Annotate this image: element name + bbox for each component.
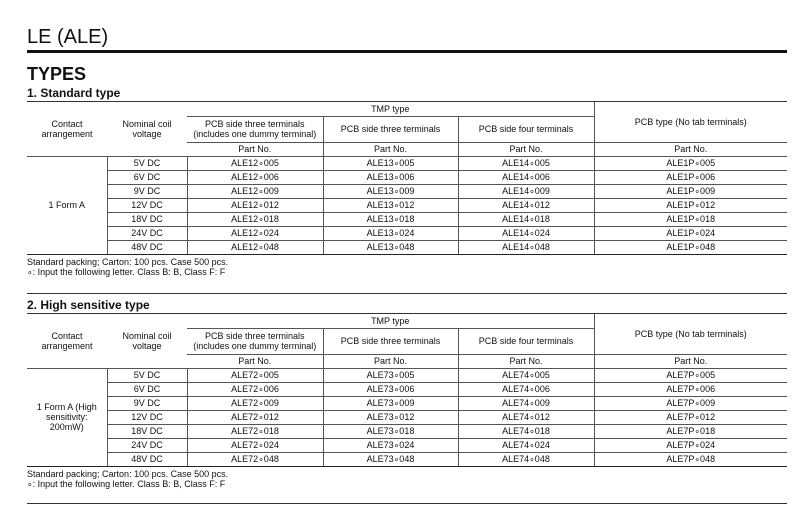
packing-note: Standard packing; Carton: 100 pcs. Case 500 pcs. bbox=[27, 469, 229, 479]
table-row bbox=[27, 156, 787, 170]
part-cell: ALE74∘009 bbox=[458, 396, 594, 410]
part-cell: ALE1P∘012 bbox=[594, 198, 787, 212]
part-cell: ALE14∘009 bbox=[458, 184, 594, 198]
part-cell: ALE72∘024 bbox=[187, 438, 323, 452]
contact-cell: 1 Form A bbox=[27, 156, 107, 254]
part-cell: ALE14∘048 bbox=[458, 240, 594, 254]
title-rule bbox=[27, 50, 787, 53]
part-cell: ALE12∘012 bbox=[187, 198, 323, 212]
section-divider bbox=[27, 293, 787, 294]
col-contact-arrangement: Contact arrangement bbox=[27, 102, 107, 156]
col-three-dummy: PCB side three terminals (includes one dummy terminal) bbox=[187, 116, 323, 142]
col-four-terminals: PCB side four terminals bbox=[458, 116, 594, 142]
partno-header: Part No. bbox=[594, 354, 787, 368]
part-cell: ALE12∘024 bbox=[187, 226, 323, 240]
part-cell: ALE7P∘009 bbox=[594, 396, 787, 410]
col-nominal-coil-voltage: Nominal coil voltage bbox=[107, 102, 187, 156]
voltage-cell: 18V DC bbox=[107, 424, 187, 438]
col-tmp-type: TMP type bbox=[187, 102, 594, 116]
part-cell: ALE14∘012 bbox=[458, 198, 594, 212]
section-title: 2. High sensitive type bbox=[27, 298, 150, 312]
partno-header: Part No. bbox=[458, 142, 594, 156]
voltage-cell: 6V DC bbox=[107, 382, 187, 396]
part-cell: ALE1P∘009 bbox=[594, 184, 787, 198]
part-cell: ALE7P∘005 bbox=[594, 368, 787, 382]
types-table bbox=[27, 314, 787, 467]
part-cell: ALE1P∘048 bbox=[594, 240, 787, 254]
part-cell: ALE73∘006 bbox=[323, 382, 458, 396]
part-cell: ALE74∘024 bbox=[458, 438, 594, 452]
col-three-terminals: PCB side three terminals bbox=[323, 116, 458, 142]
section-divider bbox=[27, 503, 787, 504]
types-heading: TYPES bbox=[27, 64, 87, 84]
col-tmp-type: TMP type bbox=[187, 314, 594, 328]
table-row bbox=[27, 198, 787, 212]
voltage-cell: 48V DC bbox=[107, 452, 187, 466]
part-cell: ALE13∘006 bbox=[323, 170, 458, 184]
voltage-cell: 12V DC bbox=[107, 198, 187, 212]
part-cell: ALE73∘012 bbox=[323, 410, 458, 424]
part-cell: ALE74∘012 bbox=[458, 410, 594, 424]
voltage-cell: 24V DC bbox=[107, 438, 187, 452]
part-cell: ALE7P∘012 bbox=[594, 410, 787, 424]
part-cell: ALE12∘005 bbox=[187, 156, 323, 170]
part-cell: ALE14∘018 bbox=[458, 212, 594, 226]
table-row bbox=[27, 212, 787, 226]
voltage-cell: 12V DC bbox=[107, 410, 187, 424]
voltage-cell: 9V DC bbox=[107, 396, 187, 410]
partno-header: Part No. bbox=[187, 142, 323, 156]
col-nominal-coil-voltage: Nominal coil voltage bbox=[107, 314, 187, 368]
table-row bbox=[27, 382, 787, 396]
part-cell: ALE13∘048 bbox=[323, 240, 458, 254]
part-cell: ALE13∘012 bbox=[323, 198, 458, 212]
part-cell: ALE14∘006 bbox=[458, 170, 594, 184]
part-cell: ALE12∘009 bbox=[187, 184, 323, 198]
contact-cell: 1 Form A (High sensitivity: 200mW) bbox=[27, 368, 107, 466]
part-cell: ALE72∘048 bbox=[187, 452, 323, 466]
col-pcb-type: PCB type (No tab terminals) bbox=[594, 102, 787, 142]
part-cell: ALE1P∘018 bbox=[594, 212, 787, 226]
partno-header: Part No. bbox=[323, 142, 458, 156]
part-cell: ALE72∘006 bbox=[187, 382, 323, 396]
part-cell: ALE1P∘005 bbox=[594, 156, 787, 170]
col-four-terminals: PCB side four terminals bbox=[458, 328, 594, 354]
table-row bbox=[27, 396, 787, 410]
partno-header: Part No. bbox=[458, 354, 594, 368]
partno-header: Part No. bbox=[594, 142, 787, 156]
table-row bbox=[27, 368, 787, 382]
voltage-cell: 6V DC bbox=[107, 170, 187, 184]
partno-header: Part No. bbox=[323, 354, 458, 368]
packing-note: Standard packing; Carton: 100 pcs. Case 500 pcs. bbox=[27, 257, 229, 267]
table-row bbox=[27, 170, 787, 184]
part-cell: ALE72∘005 bbox=[187, 368, 323, 382]
part-cell: ALE74∘048 bbox=[458, 452, 594, 466]
document-title: LE (ALE) bbox=[27, 26, 109, 48]
voltage-cell: 24V DC bbox=[107, 226, 187, 240]
table-row bbox=[27, 424, 787, 438]
part-cell: ALE7P∘024 bbox=[594, 438, 787, 452]
part-cell: ALE72∘012 bbox=[187, 410, 323, 424]
part-cell: ALE73∘018 bbox=[323, 424, 458, 438]
part-cell: ALE13∘005 bbox=[323, 156, 458, 170]
part-cell: ALE13∘009 bbox=[323, 184, 458, 198]
part-cell: ALE12∘018 bbox=[187, 212, 323, 226]
part-cell: ALE73∘005 bbox=[323, 368, 458, 382]
part-cell: ALE72∘009 bbox=[187, 396, 323, 410]
voltage-cell: 5V DC bbox=[107, 156, 187, 170]
part-cell: ALE13∘018 bbox=[323, 212, 458, 226]
part-cell: ALE74∘005 bbox=[458, 368, 594, 382]
part-cell: ALE13∘024 bbox=[323, 226, 458, 240]
table-row bbox=[27, 410, 787, 424]
voltage-cell: 18V DC bbox=[107, 212, 187, 226]
part-cell: ALE7P∘048 bbox=[594, 452, 787, 466]
col-contact-arrangement: Contact arrangement bbox=[27, 314, 107, 368]
part-cell: ALE7P∘018 bbox=[594, 424, 787, 438]
part-cell: ALE74∘006 bbox=[458, 382, 594, 396]
col-pcb-type: PCB type (No tab terminals) bbox=[594, 314, 787, 354]
types-table bbox=[27, 102, 787, 255]
part-cell: ALE72∘018 bbox=[187, 424, 323, 438]
voltage-cell: 9V DC bbox=[107, 184, 187, 198]
part-cell: ALE12∘048 bbox=[187, 240, 323, 254]
part-cell: ALE7P∘006 bbox=[594, 382, 787, 396]
partno-header: Part No. bbox=[187, 354, 323, 368]
table-row bbox=[27, 452, 787, 466]
part-cell: ALE73∘048 bbox=[323, 452, 458, 466]
table-row bbox=[27, 438, 787, 452]
input-letter-note: ∘: Input the following letter. Class B: B, Class F: F bbox=[27, 479, 226, 489]
voltage-cell: 48V DC bbox=[107, 240, 187, 254]
part-cell: ALE1P∘006 bbox=[594, 170, 787, 184]
part-cell: ALE73∘024 bbox=[323, 438, 458, 452]
input-letter-note: ∘: Input the following letter. Class B: B, Class F: F bbox=[27, 267, 226, 277]
col-three-terminals: PCB side three terminals bbox=[323, 328, 458, 354]
col-three-dummy: PCB side three terminals (includes one dummy terminal) bbox=[187, 328, 323, 354]
part-cell: ALE1P∘024 bbox=[594, 226, 787, 240]
voltage-cell: 5V DC bbox=[107, 368, 187, 382]
table-row bbox=[27, 184, 787, 198]
part-cell: ALE14∘024 bbox=[458, 226, 594, 240]
section-title: 1. Standard type bbox=[27, 86, 121, 100]
table-row bbox=[27, 240, 787, 254]
part-cell: ALE74∘018 bbox=[458, 424, 594, 438]
part-cell: ALE14∘005 bbox=[458, 156, 594, 170]
table-row bbox=[27, 226, 787, 240]
part-cell: ALE12∘006 bbox=[187, 170, 323, 184]
part-cell: ALE73∘009 bbox=[323, 396, 458, 410]
